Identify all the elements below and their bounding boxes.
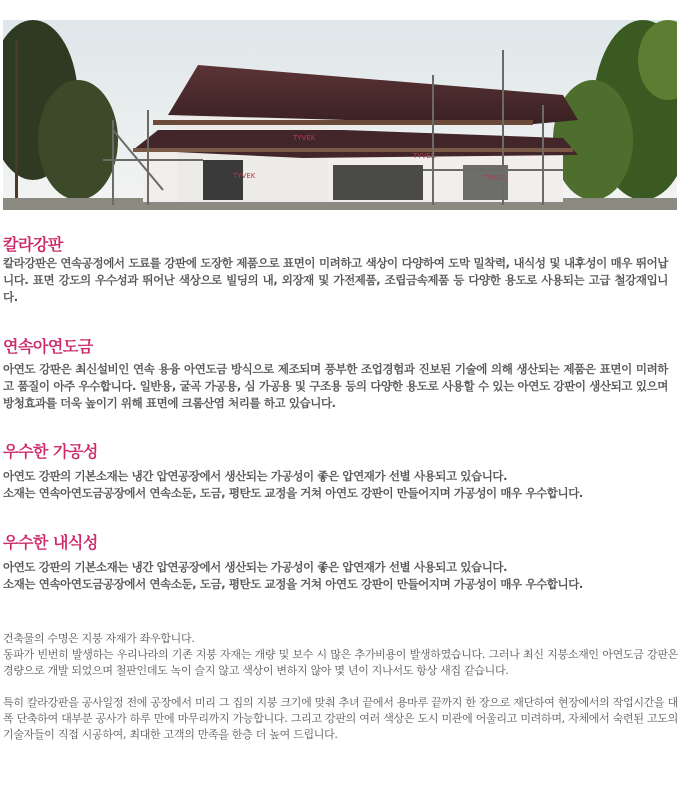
- section-line-2: 소재는 연속아연도금공장에서 연속소둔, 도금, 평탄도 교정을 거쳐 아연도 강판이 만들어지며 가공성이 매우 우수합니다.: [3, 577, 583, 591]
- section-body: 아연도 강판은 최신설비인 연속 용융 아연도금 방식으로 제조되며 풍부한 조업경험과 진보된 기술에 의해 생산되는 제품은 표면이 미려하고 품질이 아주 우수합니다. 일반용, 굴곡 가공용, 심 가공용 및 구조용 등의 다양한 용도로 사용할 수 있는 아연도 강판이 생산되고 있으며 방청효과를 더욱 높이기 위해 표면에 크롬산염 처리를 하고 있습니다.: [3, 362, 668, 410]
- wrap-label: TYVEK: [293, 134, 316, 142]
- section-title: 칼라강판: [3, 235, 63, 254]
- section-workability: [3, 442, 668, 502]
- section-galvanizing: [3, 337, 668, 412]
- footer-paragraph-2: 특히 칼라강판을 공사일정 전에 공장에서 미리 그 집의 지붕 크기에 맞춰 추녀 끝에서 용마루 끝까지 한 장으로 재단하여 현장에서의 작업시간을 대폭 단축하여 대부분 공사가 하루 만에 마무리까지 가능합니다. 그리고 강판의 여러 색상은 도시 미관에 어울리고 미려하며, 자체에서 숙련된 고도의 기술자들이 직접 시공하여, 최대한 고객의 만족을 한층 더 높여 드립니다.: [3, 696, 678, 741]
- section-line-2: 소재는 연속아연도금공장에서 연속소둔, 도금, 평탄도 교정을 거쳐 아연도 강판이 만들어지며 가공성이 매우 우수합니다.: [3, 486, 583, 500]
- svg-text:TYVEK: TYVEK: [233, 172, 256, 180]
- section-title: 연속아연도금: [3, 337, 93, 356]
- section-body: 칼라강판은 연속공정에서 도료를 강판에 도장한 제품으로 표면이 미려하고 색상이 다양하여 도막 밀착력, 내식성 및 내후성이 매우 뛰어납니다. 표면 강도의 우수성과 뛰어난 색상으로 빌딩의 내, 외장재 및 가전제품, 조립금속제품 등 다양한 용도로 사용되는 고급 철강재입니다.: [3, 256, 668, 304]
- section-title: 우수한 내식성: [3, 533, 98, 552]
- house-construction-image: [3, 20, 677, 210]
- section-title: 우수한 가공성: [3, 442, 98, 461]
- section-corrosion-resistance: [3, 533, 668, 593]
- footer-paragraph-1: 건축물의 수명은 지붕 자재가 좌우합니다. 동파가 빈번히 발생하는 우리나라의 기존 지붕 자재는 개량 및 보수 시 많은 추가비용이 발생하였습니다. 그러나 최신 지붕소재인 아연도금 강판은 경량으로 개발 되었으며 철판인데도 녹이 슬지 않고 색상이 변하지 않아 몇 년이 지나서도 항상 새집 같습니다.: [3, 632, 678, 677]
- hero-photo: [3, 20, 677, 210]
- svg-text:TYVEK: TYVEK: [413, 152, 436, 160]
- svg-text:TYVEK: TYVEK: [483, 174, 506, 182]
- footer-text: [3, 631, 678, 743]
- section-line-1: 아연도 강판의 기본소재는 냉간 압연공장에서 생산되는 가공성이 좋은 압연재가 선별 사용되고 있습니다.: [3, 469, 508, 483]
- section-color-steel: [3, 235, 668, 306]
- section-line-1: 아연도 강판의 기본소재는 냉간 압연공장에서 생산되는 가공성이 좋은 압연재가 선별 사용되고 있습니다.: [3, 560, 508, 574]
